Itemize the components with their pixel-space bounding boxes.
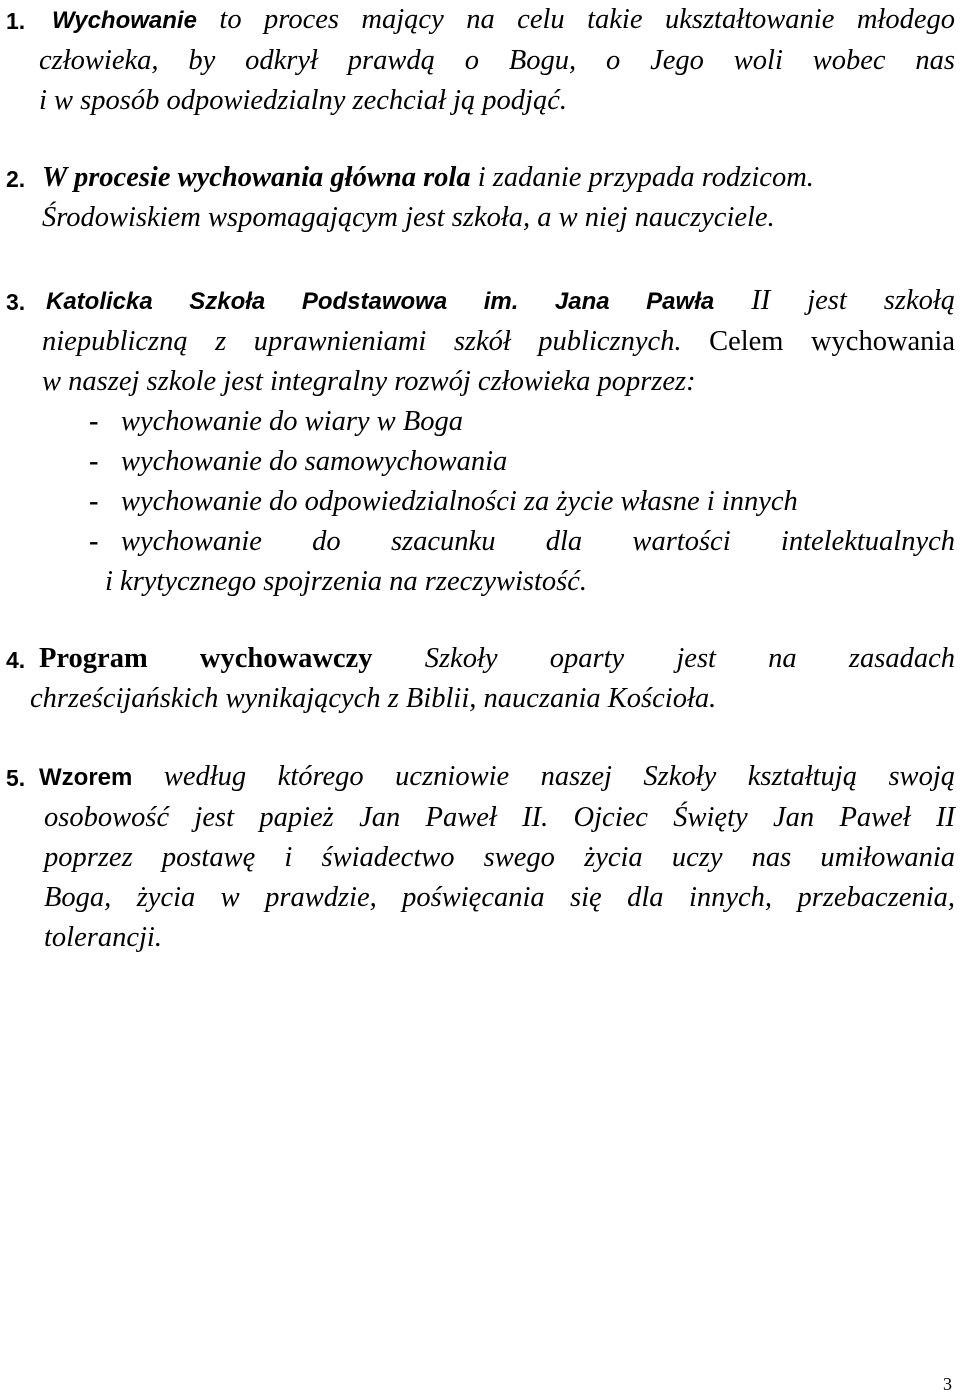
dash-marker: - bbox=[89, 406, 99, 437]
paragraph-line: w naszej szkole jest integralny rozwój człowieka poprzez: bbox=[42, 366, 696, 397]
paragraph-line bbox=[6, 0, 955, 41]
paragraph-line bbox=[6, 639, 955, 679]
paragraph-text: II jest szkołą bbox=[714, 285, 956, 316]
paragraph-3 bbox=[6, 281, 955, 602]
emphasis-lead: Program wychowawczy bbox=[39, 643, 373, 674]
paragraph-text: Szkoły oparty jest na zasadach bbox=[372, 643, 955, 674]
paragraph-text: Celem wychowania bbox=[681, 326, 955, 357]
paragraph-number: 1. bbox=[6, 8, 26, 34]
paragraph-line bbox=[6, 322, 955, 362]
paragraph-1 bbox=[6, 0, 955, 121]
paragraph-5 bbox=[6, 757, 955, 958]
paragraph-line: tolerancji. bbox=[44, 922, 162, 953]
bullet-text: wychowanie do szacunku dla wartości intelektualnych bbox=[121, 526, 955, 557]
bullet-item bbox=[6, 482, 955, 522]
paragraph-line: człowieka, by odkrył prawdą o Bogu, o Jego woli wobec nas bbox=[39, 45, 955, 76]
paragraph-text: to proces mający na celu takie ukształtowanie młodego bbox=[196, 4, 955, 35]
paragraph-line: osobowość jest papież Jan Paweł II. Ojciec Święty Jan Paweł II bbox=[44, 802, 955, 833]
paragraph-number: 5. bbox=[6, 765, 26, 791]
paragraph-line: poprzez postawę i świadectwo swego życia uczy nas umiłowania bbox=[44, 842, 955, 873]
dash-marker: - bbox=[89, 446, 99, 477]
bullet-continuation: i krytycznego spojrzenia na rzeczywistość. bbox=[105, 566, 588, 597]
paragraph-line bbox=[6, 158, 955, 198]
paragraph-number: 3. bbox=[6, 289, 26, 315]
paragraph-line bbox=[6, 281, 955, 322]
bullet-text: wychowanie do samowychowania bbox=[121, 446, 508, 477]
paragraph-line: chrześcijańskich wynikających z Biblii, nauczania Kościoła. bbox=[30, 683, 717, 714]
emphasis-lead: W procesie wychowania główna rola bbox=[42, 162, 471, 193]
page-number: 3 bbox=[943, 1374, 952, 1394]
paragraph-text: według którego uczniowie naszej Szkoły kształtują swoją bbox=[132, 761, 955, 792]
paragraph-line: i w sposób odpowiedzialny zechciał ją podjąć. bbox=[39, 85, 568, 116]
bullet-text: wychowanie do wiary w Boga bbox=[121, 406, 463, 437]
bullet-item bbox=[6, 442, 955, 482]
bullet-item bbox=[6, 402, 955, 442]
paragraph-number: 2. bbox=[6, 166, 26, 192]
paragraph-line: Boga, życia w prawdzie, poświęcania się dla innych, przebaczenia, bbox=[44, 882, 955, 913]
paragraph-text: niepubliczną z uprawnieniami szkół publicznych. bbox=[42, 326, 682, 357]
dash-marker: - bbox=[89, 486, 99, 517]
paragraph-line bbox=[6, 757, 955, 798]
paragraph-2 bbox=[6, 158, 955, 238]
bullet-item bbox=[6, 522, 955, 562]
paragraph-4 bbox=[6, 639, 955, 719]
emphasis-lead: Wychowanie bbox=[52, 7, 197, 34]
paragraph-line: Środowiskiem wspomagającym jest szkoła, a w niej nauczyciele. bbox=[42, 202, 775, 233]
paragraph-text: i zadanie przypada rodzicom. bbox=[470, 162, 814, 193]
paragraph-number: 4. bbox=[6, 647, 26, 673]
bullet-text: wychowanie do odpowiedzialności za życie własne i innych bbox=[121, 486, 798, 517]
dash-marker: - bbox=[89, 526, 99, 557]
emphasis-lead: Wzorem bbox=[39, 764, 133, 791]
emphasis-lead: Katolicka Szkoła Podstawowa im. Jana Pawła bbox=[46, 288, 715, 315]
